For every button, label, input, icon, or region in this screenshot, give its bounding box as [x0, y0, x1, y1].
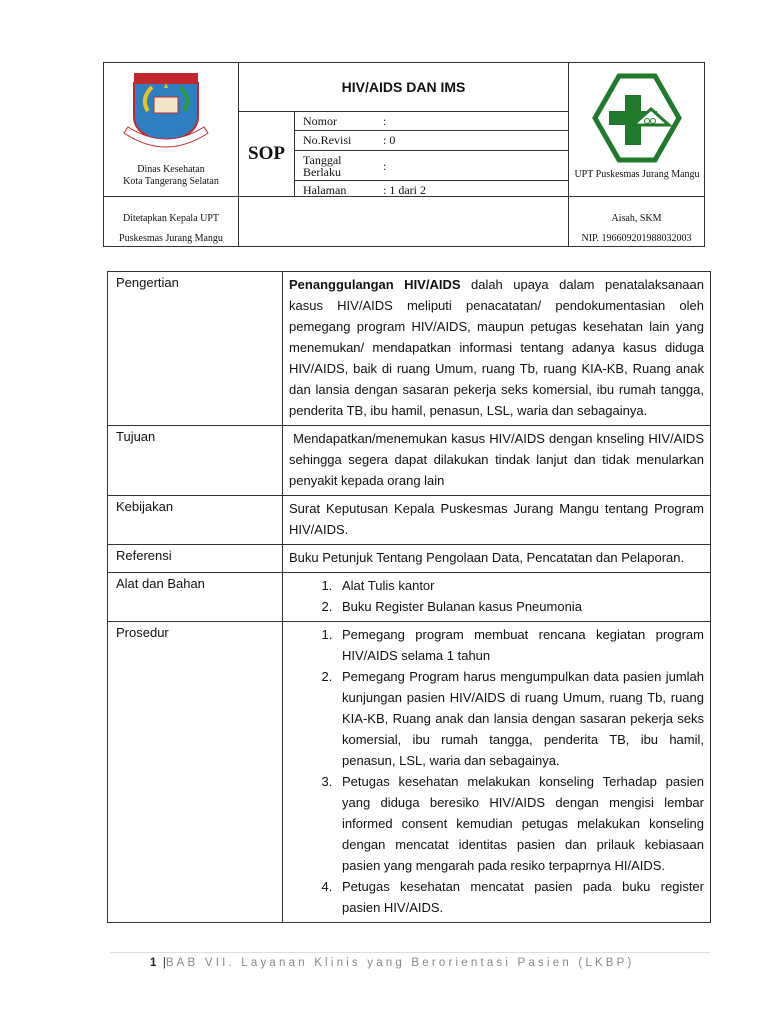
row-prosedur — [108, 621, 710, 922]
row-label: Prosedur — [108, 622, 283, 922]
field-label: Halaman — [303, 182, 347, 197]
field-value: : — [383, 113, 387, 128]
sop-fields — [294, 111, 568, 196]
page-footer — [150, 957, 635, 969]
field-value: : — [383, 158, 387, 173]
field-value: : 0 — [383, 133, 396, 147]
list-item: 1. Pemegang program membuat rencana kegiatan program HIV/AIDS selama 1 tahun — [336, 624, 704, 666]
chapter-title: BAB VII. Layanan Klinis yang Berorientasi Pasien (LKBP) — [165, 957, 635, 969]
row-kebijakan — [108, 495, 710, 544]
field-label: No.Revisi — [303, 133, 352, 147]
left-org-line2: Kota Tangerang Selatan — [123, 176, 219, 187]
row-label: Tujuan — [108, 426, 283, 495]
field-nomor — [295, 112, 568, 131]
row-pengertian — [108, 272, 710, 425]
footer-separator: | — [162, 957, 166, 969]
field-label: Nomor — [303, 113, 337, 128]
right-org-name: UPT Puskesmas Jurang Mangu — [574, 169, 700, 180]
row-label: Referensi — [108, 545, 283, 572]
definition-text: dalah upaya dalam penatalaksanaan kasus HIV/AIDS meliputi penacatatan/ pendokumentasian oleh pemegang program HIV/AIDS, maupun petugas kesehatan lain yang menemukan/ mendapatkan informasi tentang adanya kasus diduga HIV/AIDS, baik di ruang Umum, ruang Tb, ruang KIA-KB, Ruang anak dan lansia dengan sasaran pekerja seks komersial, ibu rumah tangga, penderita TB, ibu hamil, penasun, LSL, waria dan sebagainya. — [289, 277, 704, 418]
footer-divider — [110, 952, 710, 953]
signature-area — [238, 196, 568, 246]
set-by-cell — [104, 196, 238, 246]
row-label: Pengertian — [108, 272, 283, 425]
row-label: Alat dan Bahan — [108, 573, 283, 621]
puskesmas-logo-icon — [589, 73, 685, 163]
list-item: 1. Alat Tulis kantor — [336, 575, 704, 596]
page-number: 1 — [150, 957, 157, 969]
row-value: Buku Petunjuk Tentang Pengolaan Data, Pencatatan dan Pelaporan. — [289, 550, 685, 565]
row-value: Surat Keputusan Kepala Puskesmas Jurang Mangu tentang Program HIV/AIDS. — [289, 501, 704, 537]
row-label: Kebijakan — [108, 496, 283, 544]
list-item: 3. Petugas kesehatan melakukan konseling Terhadap pasien yang diduga beresiko HIV/AIDS dengan mengisi lembar informed consent kemudian petugas melakukan konseling dengan mencatat identitas pasien dan prilauk kebiasaan pasien yang mengarah pada resiko terpaprnya HI/AIDS. — [336, 771, 704, 876]
bold-term: Penanggulangan HIV/AIDS — [289, 277, 461, 292]
list-item: 2. Pemegang Program harus mengumpulkan data pasien jumlah kunjungan pasien HIV/AIDS di ruang Umum, ruang Tb, ruang KIA-KB, Ruang anak dan lansia dengan sasaran pekerja seks komersial, ibu rumah tangga, penderita TB, ibu hamil, penasun, LSL, waria dan sebagainya. — [336, 666, 704, 771]
set-by-line1: Ditetapkan Kepala UPT — [122, 213, 220, 224]
row-value — [283, 272, 710, 425]
sop-label: SOP — [238, 111, 294, 196]
row-referensi — [108, 544, 710, 572]
kota-tangerang-selatan-logo-icon — [120, 71, 220, 153]
row-alat-bahan — [108, 572, 710, 621]
row-tujuan — [108, 425, 710, 495]
left-org-line1: Dinas Kesehatan — [137, 164, 205, 175]
right-org-cell — [568, 63, 704, 196]
row-value — [283, 573, 710, 621]
signer-nip: NIP. 196609201988032003 — [581, 233, 692, 244]
field-revisi — [295, 131, 568, 151]
list-item: 4. Petugas kesehatan mencatat pasien pada buku register pasien HIV/AIDS. — [336, 876, 704, 918]
left-org-cell — [104, 63, 238, 196]
signer-name: Aisah, SKM — [611, 213, 662, 224]
row-value — [283, 622, 710, 922]
signer-cell — [568, 196, 704, 246]
row-value: Mendapatkan/menemukan kasus HIV/AIDS dengan knseling HIV/AIDS sehingga segera dapat dilakukan tindak lanjut dan tidak menularkan penyakit kepada orang lain — [289, 431, 708, 488]
set-by-line2: Puskesmas Jurang Mangu — [119, 233, 223, 244]
field-tanggal — [295, 151, 568, 181]
sop-content-table — [107, 271, 711, 923]
document-title: HIV/AIDS DAN IMS — [238, 63, 568, 111]
sop-header-table — [103, 62, 705, 247]
field-label: Tanggal Berlaku — [303, 152, 342, 179]
field-value: : 1 dari 2 — [383, 182, 426, 197]
list-item: 2. Buku Register Bulanan kasus Pneumonia — [336, 596, 704, 617]
